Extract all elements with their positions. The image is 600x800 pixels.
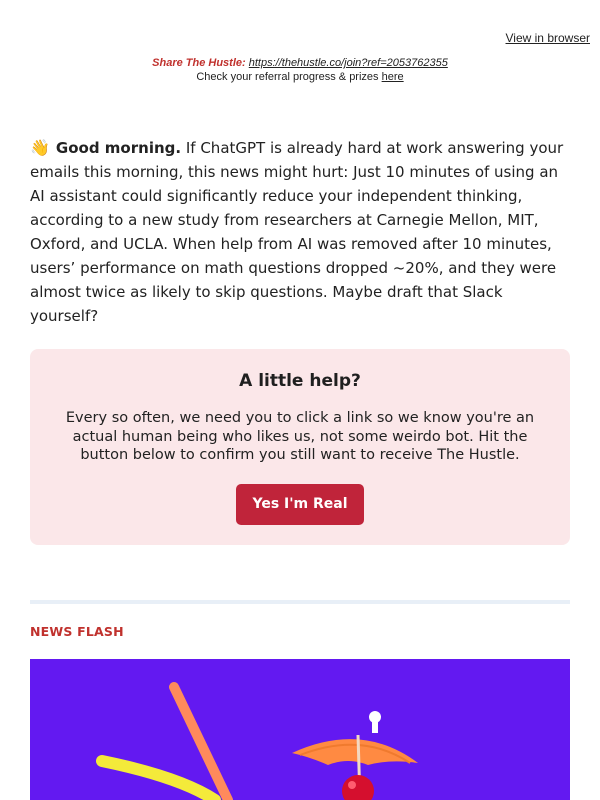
cherry-icon xyxy=(342,775,374,800)
top-spacer xyxy=(0,0,600,24)
referral-line xyxy=(0,70,600,84)
help-box xyxy=(30,349,570,545)
section-divider xyxy=(30,600,570,604)
referral-block xyxy=(0,56,600,84)
straw-icon xyxy=(102,687,228,800)
help-title: A little help? xyxy=(239,371,361,391)
yes-im-real-button[interactable]: Yes I'm Real xyxy=(236,484,364,525)
hero-image xyxy=(30,659,570,800)
referral-here-link[interactable]: here xyxy=(381,71,404,83)
share-label: Share The Hustle: xyxy=(152,57,246,69)
waving-hand-icon: 👋 xyxy=(30,138,50,157)
intro-paragraph xyxy=(30,136,570,328)
hero-illustration xyxy=(30,659,570,800)
help-text: Every so often, we need you to click a link so we know you're an actual human being who likes us, not some weirdo bot. Hit the button below to confirm you still want to receive The Hustle. xyxy=(65,410,535,463)
share-line xyxy=(0,56,600,70)
news-flash-label: NEWS FLASH xyxy=(30,624,124,639)
share-url-link[interactable]: https://thehustle.co/join?ref=2053762355 xyxy=(248,57,448,69)
view-in-browser-link[interactable]: View in browser xyxy=(505,31,590,45)
intro-body: If ChatGPT is already hard at work answering your emails this morning, this news might hurt: Just 10 minutes of using an AI assistant could significantly reduce your independent thinking, according to a new study from researchers at Carnegie Mellon, MIT, Oxford, and UCLA. When help from AI was removed after 10 minutes, users’ performance on math questions dropped ~20%, and they were almost twice as likely to skip questions. Maybe draft that Slack yourself? xyxy=(30,139,564,325)
greeting: Good morning. xyxy=(55,139,182,157)
referral-text: Check your referral progress & prizes xyxy=(196,71,379,83)
